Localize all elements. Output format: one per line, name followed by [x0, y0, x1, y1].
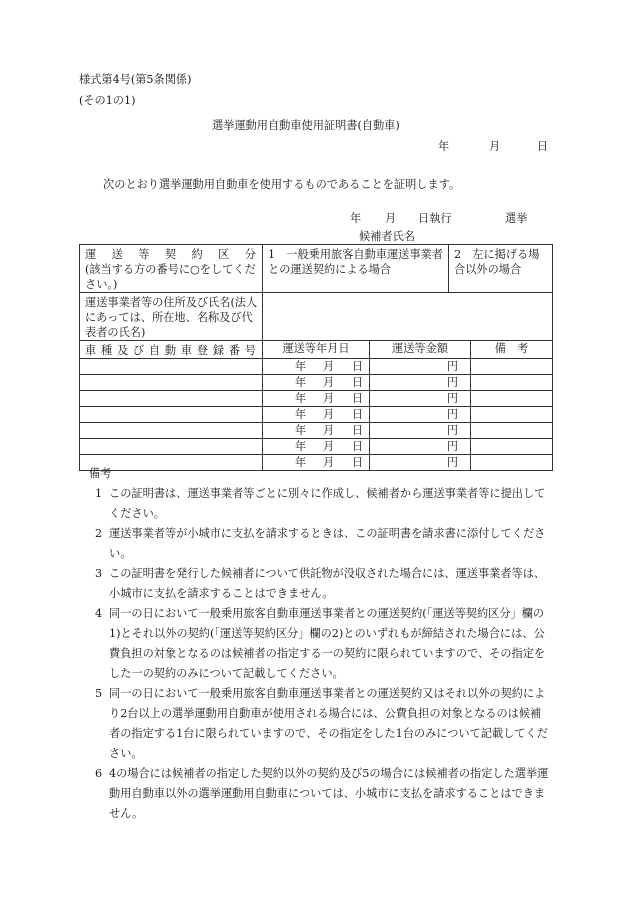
note-number: 3	[95, 567, 103, 580]
row-day: 日	[352, 360, 364, 373]
row-yen: 円	[446, 408, 458, 421]
col-header-vehicle: 車種及び自動車登録番号	[85, 344, 256, 357]
vehicle-cell[interactable]	[80, 359, 263, 375]
date-cell[interactable]	[263, 391, 370, 407]
amount-cell[interactable]	[370, 423, 471, 439]
row-yen: 円	[446, 376, 458, 389]
row-day: 日	[352, 376, 364, 389]
certification-statement: 次のとおり選挙運動用自動車を使用するものであることを証明します。	[103, 178, 461, 191]
note-item	[79, 484, 551, 524]
row-month: 月	[323, 360, 335, 373]
row-year: 年	[295, 440, 307, 453]
amount-cell[interactable]	[370, 439, 471, 455]
election-name: 選挙	[505, 212, 528, 225]
remarks-cell[interactable]	[471, 439, 553, 455]
row-month: 月	[323, 424, 335, 437]
row-month: 月	[323, 456, 335, 469]
notes-list	[79, 484, 551, 824]
note-number: 4	[95, 607, 103, 620]
carrier-value-cell[interactable]	[263, 293, 553, 341]
note-text: 同一の日において一般乗用旅客自動車運送事業者との運送契約(「運送等契約区分」欄の1)とそれ以外の契約(「運送等契約区分」欄の2)とのいずれもが締結された場合には、公費負担の対象となるのは候補者の指定する一の契約に限られていますので、その指定をした一の契約のみについて記載してください。	[109, 607, 546, 680]
row-day: 日	[352, 440, 364, 453]
date-cell[interactable]	[263, 359, 370, 375]
date-cell[interactable]	[263, 375, 370, 391]
col-header-amount-cell	[370, 341, 471, 359]
note-item	[79, 564, 551, 604]
row-month: 月	[323, 376, 335, 389]
contract-type-row	[80, 245, 553, 293]
row-day: 日	[352, 424, 364, 437]
row-year: 年	[295, 424, 307, 437]
row-yen: 円	[446, 392, 458, 405]
row-month: 月	[323, 392, 335, 405]
date-cell[interactable]	[263, 439, 370, 455]
note-item	[79, 524, 551, 564]
carrier-label-cell	[80, 293, 263, 341]
form-part: (その1の1)	[79, 94, 136, 107]
row-month: 月	[323, 440, 335, 453]
note-item	[79, 684, 551, 764]
carrier-label: 運送事業者等の住所及び氏名(法人にあっては、所在地、名称及び代表者の氏名)	[85, 296, 258, 339]
note-number: 6	[95, 767, 103, 780]
date-cell[interactable]	[263, 407, 370, 423]
remarks-cell[interactable]	[471, 407, 553, 423]
row-yen: 円	[446, 456, 458, 469]
vehicle-cell[interactable]	[80, 439, 263, 455]
row-year: 年	[295, 456, 307, 469]
row-day: 日	[352, 392, 364, 405]
vehicle-cell[interactable]	[80, 407, 263, 423]
col-header-date-cell	[263, 341, 370, 359]
usage-certificate-table	[79, 244, 553, 471]
notes-heading: 備考	[89, 467, 112, 480]
amount-cell[interactable]	[370, 359, 471, 375]
election-month: 月	[385, 212, 397, 225]
note-text: この証明書を発行した候補者について供託物が没収された場合には、運送事業者等は、小城市に支払を請求することはできません。	[109, 567, 546, 600]
row-yen: 円	[446, 360, 458, 373]
amount-cell[interactable]	[370, 375, 471, 391]
note-text: 運送事業者等が小城市に支払を請求するときは、この証明書を請求書に添付してください。	[109, 527, 546, 560]
row-month: 月	[323, 408, 335, 421]
row-day: 日	[352, 408, 364, 421]
amount-cell[interactable]	[370, 391, 471, 407]
election-day-held: 日執行	[418, 212, 452, 225]
row-year: 年	[295, 360, 307, 373]
form-number: 様式第4号(第5条関係)	[79, 73, 192, 86]
date-cell[interactable]	[263, 423, 370, 439]
row-yen: 円	[446, 440, 458, 453]
contract-type-label: 運送等契約区分	[85, 248, 256, 261]
candidate-name-label: 候補者氏名	[359, 230, 415, 243]
contract-option-2-cell[interactable]	[449, 245, 553, 293]
contract-option-1-cell[interactable]	[263, 245, 449, 293]
note-text: この証明書は、運送事業者等ごとに別々に作成し、候補者から運送事業者等に提出してください。	[109, 487, 546, 520]
row-year: 年	[295, 376, 307, 389]
issue-date-month: 月	[489, 140, 501, 153]
table-row	[80, 423, 553, 439]
vehicle-cell[interactable]	[80, 423, 263, 439]
remarks-cell[interactable]	[471, 423, 553, 439]
contract-option-1: 1 一般乗用旅客自動車運送事業者との運送契約による場合	[268, 248, 443, 276]
issue-date-day: 日	[537, 140, 549, 153]
carrier-row	[80, 293, 553, 341]
notes-section	[79, 464, 551, 824]
row-day: 日	[352, 456, 364, 469]
document-title: 選挙運動用自動車使用証明書(自動車)	[212, 119, 400, 132]
col-header-remarks: 備 考	[494, 342, 529, 355]
note-item	[79, 764, 551, 824]
remarks-cell[interactable]	[471, 359, 553, 375]
col-header-vehicle-cell	[80, 341, 263, 359]
vehicle-cell[interactable]	[80, 391, 263, 407]
remarks-cell[interactable]	[471, 391, 553, 407]
col-header-amount: 運送等金額	[392, 342, 448, 355]
column-header-row	[80, 341, 553, 359]
remarks-cell[interactable]	[471, 375, 553, 391]
table-row	[80, 407, 553, 423]
row-year: 年	[295, 408, 307, 421]
table-row	[80, 375, 553, 391]
amount-cell[interactable]	[370, 407, 471, 423]
row-yen: 円	[446, 424, 458, 437]
table-row	[80, 359, 553, 375]
note-number: 1	[95, 487, 103, 500]
table-row	[80, 391, 553, 407]
vehicle-cell[interactable]	[80, 375, 263, 391]
note-item	[79, 604, 551, 684]
contract-type-header-cell	[80, 245, 263, 293]
election-year: 年	[350, 212, 362, 225]
contract-option-2: 2 左に掲げる場合以外の場合	[454, 248, 540, 276]
col-header-date: 運送等年月日	[282, 342, 350, 355]
table-row	[80, 439, 553, 455]
note-text: 同一の日において一般乗用旅客自動車運送事業者との運送契約又はそれ以外の契約により2台以上の選挙運動用自動車が使用される場合には、公費負担の対象となるのは候補者の指定する1台に限られていますので、その指定をした1台のみについて記載してください。	[109, 687, 548, 760]
note-number: 2	[95, 527, 103, 540]
data-rows	[80, 359, 553, 471]
col-header-remarks-cell	[471, 341, 553, 359]
row-year: 年	[295, 392, 307, 405]
note-number: 5	[95, 687, 103, 700]
note-text: 4の場合には候補者の指定した契約以外の契約及び5の場合には候補者の指定した選挙運動用自動車以外の選挙運動用自動車については、小城市に支払を請求することはできません。	[109, 767, 549, 820]
issue-date-year: 年	[438, 140, 450, 153]
contract-type-note: (該当する方の番号に○をしてください。)	[85, 263, 256, 291]
